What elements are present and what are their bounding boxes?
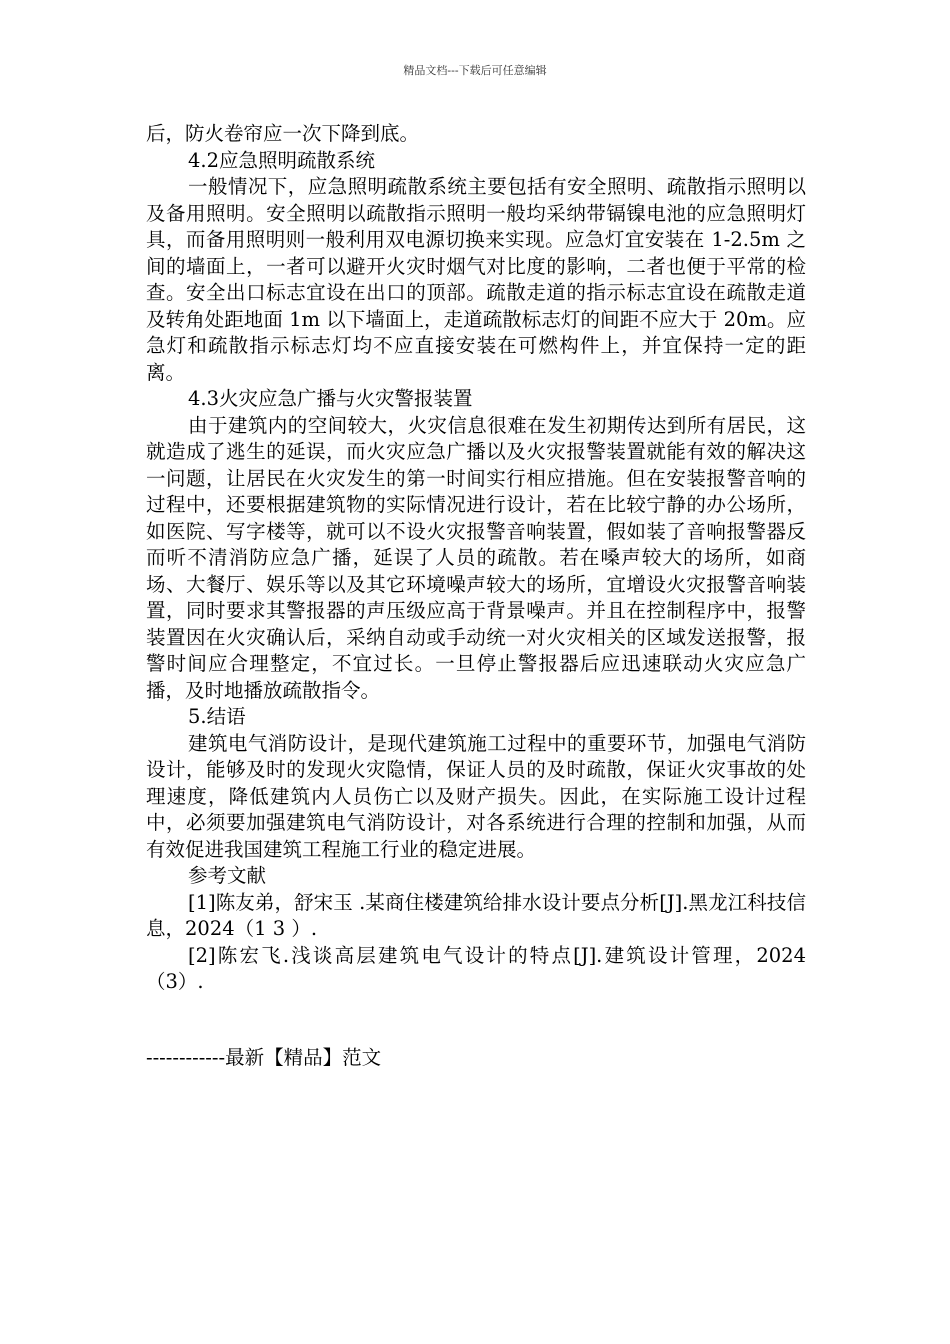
document-body (146, 121, 806, 996)
reference-item-1: [1]陈友弟，舒宋玉 .某商住楼建筑给排水设计要点分析[J].黑龙江科技信息，2024（1 3 ）. (146, 890, 806, 940)
references-heading: 参考文献 (188, 864, 267, 887)
paragraph-emergency-broadcast: 由于建筑内的空间较大，火灾信息很难在发生初期传达到所有居民，这就造成了逃生的延误，而火灾应急广播以及火灾报警装置就能有效的解决这一问题，让居民在火灾发生的第一时间实行相应措施。但在安装报警音响的过程中，还要根据建筑物的实际情况进行设计，若在比较宁静的办公场所，如医院、写字楼等，就可以不设火灾报警音响装置，假如装了音响报警器反而听不清消防应急广播，延误了人员的疏散。若在嗓声较大的场所，如商场、大餐厅、娱乐等以及其它环境噪声较大的场所，宜增设火灾报警音响装置，同时要求其警报器的声压级应高于背景噪声。并且在控制程序中，报警装置因在火灾确认后，采纳自动或手动统一对火灾相关的区域发送报警，报警时间应合理整定，不宜过长。一旦停止警报器后应迅速联动火灾应急广播，及时地播放疏散指令。 (146, 413, 806, 702)
section-heading-4-2: 4.2应急照明疏散系统 (188, 148, 376, 172)
page-footer: ------------最新【精品】范文 (146, 1046, 382, 1069)
paragraph-emergency-lighting: 一般情况下，应急照明疏散系统主要包括有安全照明、疏散指示照明以及备用照明。安全照明以疏散指示照明一般均采纳带镉镍电池的应急照明灯具，而备用照明则一般利用双电源切换来实现。应急灯宜安装在 1-2.5m 之间的墙面上，一者可以避开火灾时烟气对比度的影响，二者也便于平常的检查。安全出口标志宜设在出口的顶部。疏散走道的指示标志宜设在疏散走道及转角处距地面 1m 以下墙面上，走道疏散标志灯的间距不应大于 20m。应急灯和疏散指示标志灯均不应直接安装在可燃构件上，并宜保持一定的距离。 (146, 175, 806, 384)
reference-item-2: [2]陈宏飞.浅谈高层建筑电气设计的特点[J].建筑设计管理，2024（3）. (146, 943, 806, 993)
paragraph-continuation: 后，防火卷帘应一次下降到底。 (146, 122, 420, 145)
section-heading-4-3: 4.3火灾应急广播与火灾警报装置 (188, 387, 473, 410)
paragraph-conclusion: 建筑电气消防设计，是现代建筑施工过程中的重要环节，加强电气消防设计，能够及时的发现火灾隐情，保证人员的及时疏散，保证火灾事故的处理速度，降低建筑内人员伤亡以及财产损失。因此，在实际施工设计过程中，必须要加强建筑电气消防设计，对各系统进行合理的控制和加强，从而有效促进我国建筑工程施工行业的稳定进展。 (146, 731, 806, 861)
section-heading-conclusion: 5.结语 (188, 705, 246, 728)
page-header: 精品文档---下载后可任意编辑 (403, 64, 547, 77)
